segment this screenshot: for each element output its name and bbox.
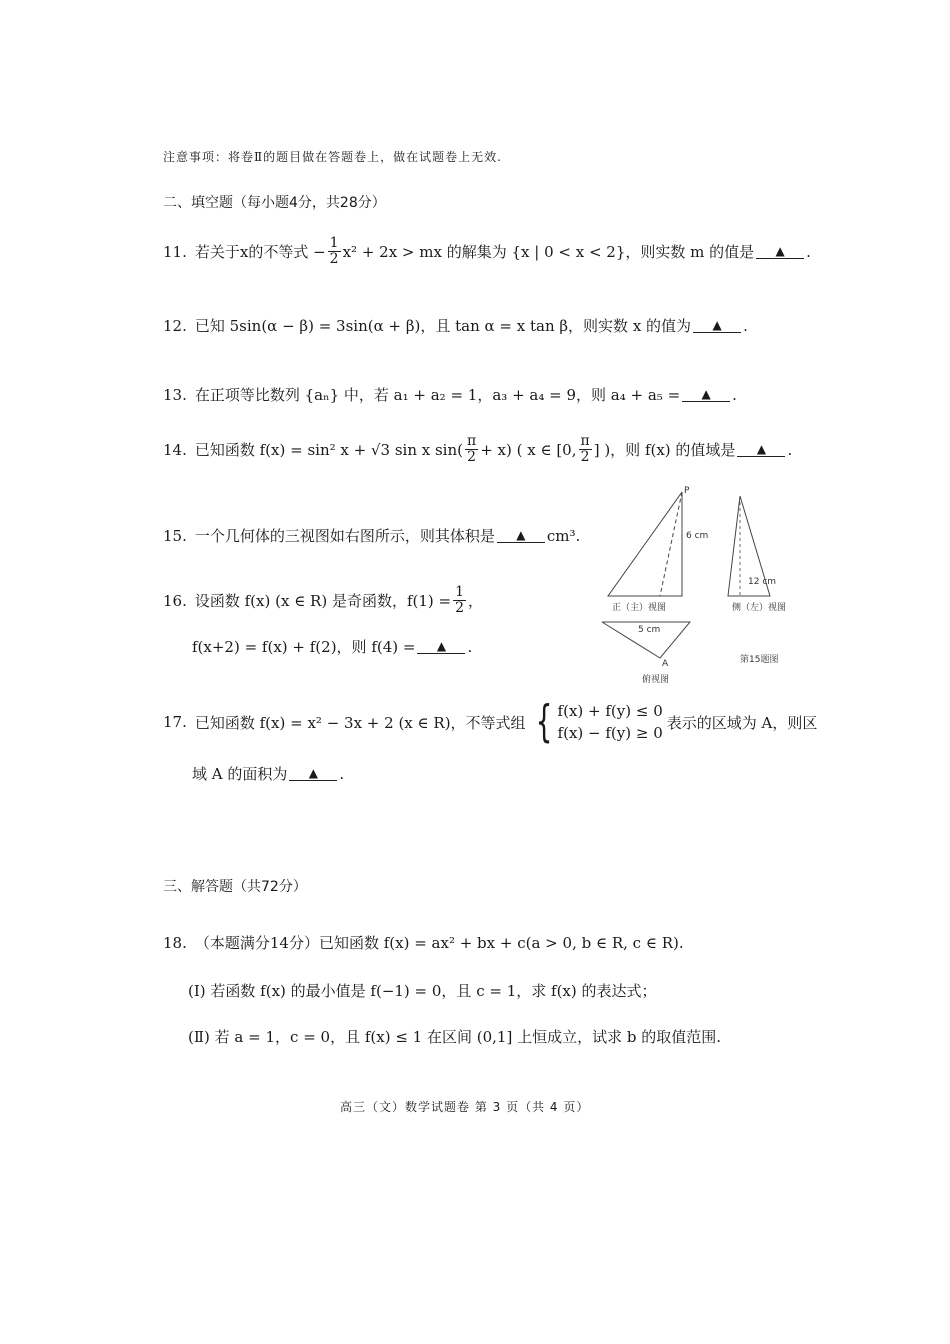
fraction — [579, 434, 592, 465]
answer-blank[interactable]: ▲ — [737, 442, 785, 457]
question-end: . — [732, 385, 737, 404]
question-end: . — [806, 242, 811, 261]
fraction — [328, 236, 341, 267]
height-dimension: 6 cm — [686, 531, 709, 541]
inequality-system — [530, 696, 663, 747]
question-text: ] )，则 f(x) 的值域是 — [593, 441, 736, 459]
fraction-numerator: 1 — [455, 584, 465, 600]
question-text: 已知函数 f(x) = sin² x + √3 sin x sin( — [194, 441, 463, 459]
question-18-part-1 — [188, 980, 657, 1001]
answer-blank[interactable]: ▲ — [289, 766, 337, 781]
question-end: . — [743, 316, 748, 335]
inequality-2: f(x) − f(y) ≥ 0 — [557, 724, 663, 742]
fraction-numerator: π — [580, 433, 590, 449]
question-14 — [163, 434, 792, 465]
question-text: 已知 5sin(α − β) = 3sin(α + β)，且 tan α = x tan β，则实数 x 的值为 — [194, 317, 692, 335]
width-dimension: 5 cm — [638, 625, 661, 635]
answer-blank[interactable]: ▲ — [756, 244, 804, 259]
answer-blank[interactable]: ▲ — [497, 528, 545, 543]
notice-text: 注意事项：将卷Ⅱ的题目做在答题卷上，做在试题卷上无效. — [163, 150, 502, 164]
brace-symbol: { — [535, 696, 552, 747]
section-2-title: 二、填空题（每小题4分，共28分） — [163, 195, 386, 211]
question-11 — [163, 236, 811, 267]
question-18-head — [163, 932, 684, 953]
question-text: 一个几何体的三视图如右图所示，则其体积是 — [194, 527, 495, 545]
fraction-denominator: 2 — [580, 449, 590, 465]
question-16-line-2 — [192, 636, 472, 657]
question-end: . — [575, 526, 581, 545]
section-3-title: 三、解答题（共72分） — [163, 879, 307, 895]
question-number: 12. — [163, 316, 187, 335]
question-number: 17. — [163, 713, 187, 731]
question-12 — [163, 315, 748, 336]
page-footer: 高三（文）数学试题卷 第 3 页（共 4 页） — [340, 1100, 590, 1114]
unit-label: cm³ — [546, 526, 576, 545]
question-17-line-2 — [192, 763, 344, 784]
question-16-line-1 — [163, 585, 483, 616]
side-dimension: 12 cm — [748, 577, 777, 587]
question-13 — [163, 384, 737, 405]
fraction-denominator: 2 — [455, 600, 465, 616]
three-view-figure — [590, 486, 800, 691]
question-text: 表示的区域为 A，则区 — [666, 713, 818, 732]
question-18-part-2 — [188, 1026, 721, 1047]
question-end: . — [339, 764, 345, 783]
question-text: f(x+2) = f(x) + f(2)，则 f(4) = — [192, 638, 416, 656]
fraction-numerator: 1 — [329, 235, 339, 251]
question-text: + x) ( x ∈ [0, — [480, 440, 577, 459]
fraction-numerator: π — [466, 433, 477, 449]
fraction-denominator: 2 — [329, 251, 339, 267]
question-number: 14. — [163, 440, 187, 459]
question-number: 13. — [163, 385, 187, 404]
answer-blank[interactable]: ▲ — [682, 387, 730, 402]
question-text: ， — [468, 592, 484, 610]
question-text: 已知函数 f(x) = x² − 3x + 2 (x ∈ R)，不等式组 — [194, 713, 526, 732]
apex-label: P — [684, 486, 690, 496]
question-number: 16. — [163, 591, 187, 610]
fraction-denominator: 2 — [467, 449, 477, 465]
question-text: (Ⅱ) 若 a = 1，c = 0，且 f(x) ≤ 1 在区间 (0,1] 上恒成立，试求 b 的取值范围. — [188, 1028, 721, 1046]
question-text: 设函数 f(x) (x ∈ R) 是奇函数，f(1) = — [194, 592, 452, 610]
front-view-label: 正（主）视图 — [612, 603, 667, 613]
fraction — [453, 585, 466, 616]
question-end: . — [787, 440, 793, 459]
question-text: 在正项等比数列 {aₙ} 中，若 a₁ + a₂ = 1，a₃ + a₄ = 9，则 a₄ + a₅ = — [194, 386, 681, 404]
question-text: 若关于x的不等式 − — [194, 243, 326, 261]
side-view-label: 侧（左）视图 — [732, 603, 787, 613]
question-text: （本题满分14分）已知函数 f(x) = ax² + bx + c(a > 0, b ∈ R, c ∈ R). — [194, 934, 684, 952]
side-view — [728, 496, 786, 613]
front-view — [608, 486, 708, 613]
figure-caption: 第15题图 — [740, 655, 779, 665]
question-number: 15. — [163, 526, 187, 545]
question-number: 11. — [163, 242, 187, 261]
question-17-line-1 — [163, 696, 818, 747]
answer-blank[interactable]: ▲ — [693, 318, 741, 333]
question-15 — [163, 525, 580, 546]
question-text: x² + 2x > mx 的解集为 {x | 0 < x < 2}，则实数 m 的值是 — [342, 243, 755, 261]
inequality-1: f(x) + f(y) ≤ 0 — [557, 702, 663, 720]
question-text: (Ⅰ) 若函数 f(x) 的最小值是 f(−1) = 0，且 c = 1，求 f(x) 的表达式； — [188, 982, 657, 1000]
question-end: . — [467, 637, 473, 656]
question-number: 18. — [163, 933, 187, 952]
fraction — [465, 434, 478, 465]
top-view — [602, 622, 690, 685]
answer-blank[interactable]: ▲ — [417, 639, 465, 654]
top-view-label: 俯视图 — [642, 675, 670, 685]
vertex-label: A — [662, 659, 669, 669]
question-text: 域 A 的面积为 — [192, 765, 288, 783]
